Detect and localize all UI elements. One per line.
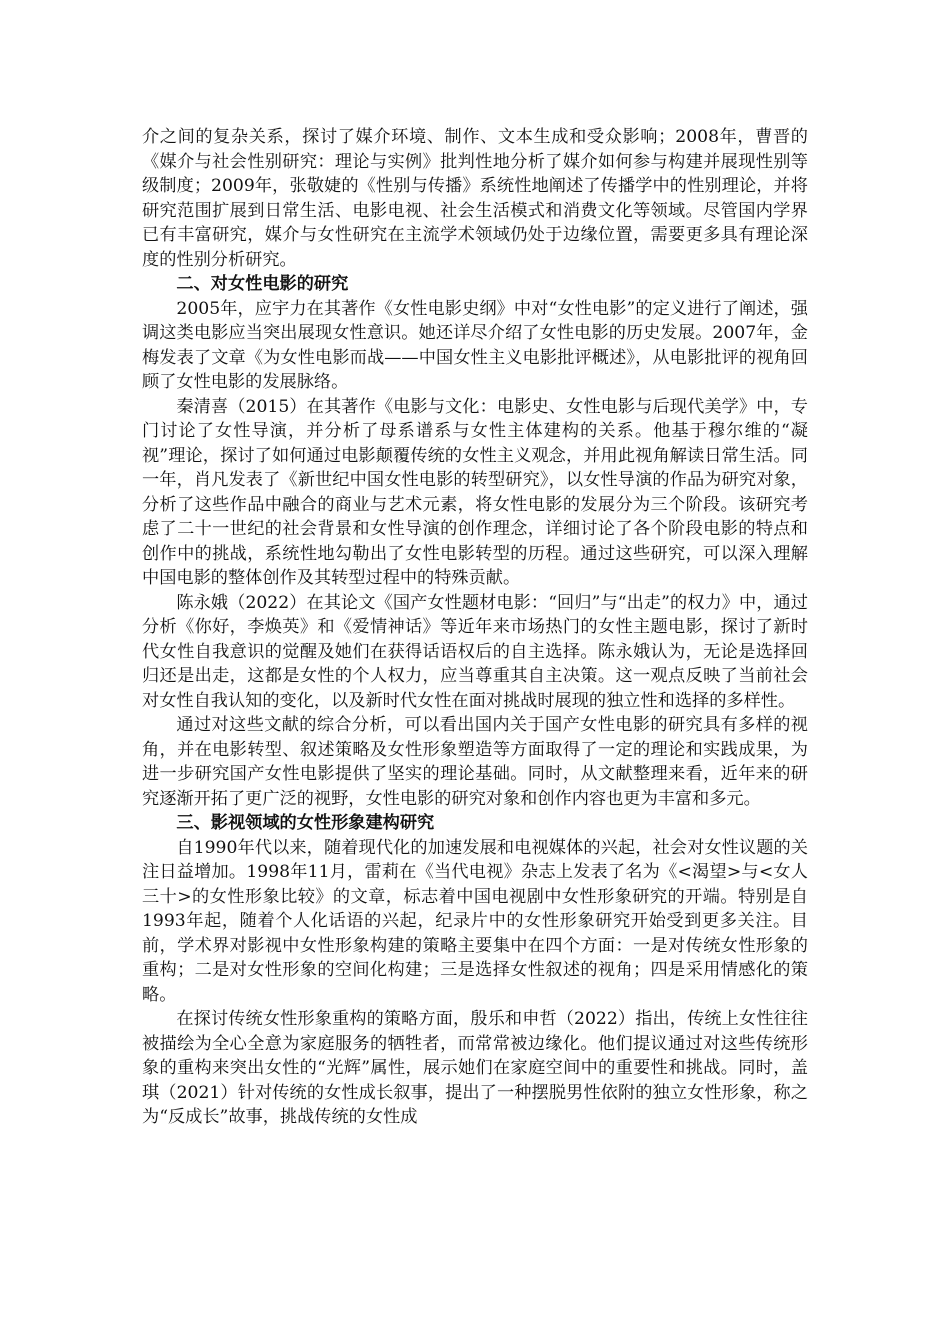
body-paragraph: 介之间的复杂关系，探讨了媒介环境、制作、文本生成和受众影响；2008年，曹晋的《媒介与社会性别研究：理论与实例》批判性地分析了媒介如何参与构建并展现性别等级制度；2009年，张敬婕的《性别与传播》系统性地阐述了传播学中的性别理论，并将研究范围扩展到日常生活、电影电视、社会生活模式和消费文化等领域。尽管国内学界已有丰富研究，媒介与女性研究在主流学术领域仍处于边缘位置，需要更多具有理论深度的性别分析研究。 — [142, 127, 808, 270]
body-paragraph: 秦清喜（2015）在其著作《电影与文化：电影史、女性电影与后现代美学》中，专门讨论了女性导演，并分析了母系谱系与女性主体建构的关系。他基于穆尔维的“凝视”理论，探讨了如何通过电影颠覆传统的女性主义观念，并用此视角解读日常生活。同一年，肖凡发表了《新世纪中国女性电影的转型研究》，以女性导演的作品为研究对象，分析了这些作品中融合的商业与艺术元素，将女性电影的发展分为三个阶段。该研究考虑了二十一世纪的社会背景和女性导演的创作理念，详细讨论了各个阶段电影的特点和创作中的挑战，系统性地勾勒出了女性电影转型的历程。通过这些研究，可以深入理解中国电影的整体创作及其转型过程中的特殊贡献。 — [142, 396, 808, 588]
document-page — [142, 125, 808, 1130]
body-paragraph: 陈永娥（2022）在其论文《国产女性题材电影：“回归”与“出走”的权力》中，通过分析《你好，李焕英》和《爱情神话》等近年来市场热门的女性主题电影，探讨了新时代女性自我意识的觉醒及她们在获得话语权后的自主选择。陈永娥认为，无论是选择回归还是出走，这都是女性的个人权力，应当尊重其自主决策。这一观点反映了当前社会对女性自我认知的变化，以及新时代女性在面对挑战时展现的独立性和选择的多样性。 — [142, 592, 808, 711]
section-heading: 三、影视领域的女性形象建构研究 — [176, 813, 435, 833]
section-heading: 二、对女性电影的研究 — [176, 274, 349, 294]
body-paragraph: 自1990年代以来，随着现代化的加速发展和电视媒体的兴起，社会对女性议题的关注日益增加。1998年11月，雷莉在《当代电视》杂志上发表了名为《<渴望>与<女人三十>的女性形象比较》的文章，标志着中国电视剧中女性形象研究的开端。特别是自1993年起，随着个人化话语的兴起，纪录片中的女性形象研究开始受到更多关注。目前，学术界对影视中女性形象构建的策略主要集中在四个方面：一是对传统女性形象的重构；二是对女性形象的空间化构建；三是选择女性叙述的视角；四是采用情感化的策略。 — [142, 837, 808, 1005]
body-paragraph: 2005年，应宇力在其著作《女性电影史纲》中对“女性电影”的定义进行了阐述，强调这类电影应当突出展现女性意识。她还详尽介绍了女性电影的历史发展。2007年，金梅发表了文章《为女性电影而战——中国女性主义电影批评概述》，从电影批评的视角回顾了女性电影的发展脉络。 — [142, 298, 808, 392]
body-paragraph: 通过对这些文献的综合分析，可以看出国内关于国产女性电影的研究具有多样的视角，并在电影转型、叙述策略及女性形象塑造等方面取得了一定的理论和实践成果，为进一步研究国产女性电影提供了坚实的理论基础。同时，从文献整理来看，近年来的研究逐渐开拓了更广泛的视野，女性电影的研究对象和创作内容也更为丰富和多元。 — [142, 715, 808, 809]
body-paragraph: 在探讨传统女性形象重构的策略方面，殷乐和申哲（2022）指出，传统上女性往往被描绘为全心全意为家庭服务的牺牲者，而常常被边缘化。他们提议通过对这些传统形象的重构来突出女性的“光辉”属性，展示她们在家庭空间中的重要性和挑战。同时，盖琪（2021）针对传统的女性成长叙事，提出了一种摆脱男性依附的独立女性形象，称之为“反成长”故事，挑战传统的女性成 — [142, 1009, 808, 1127]
